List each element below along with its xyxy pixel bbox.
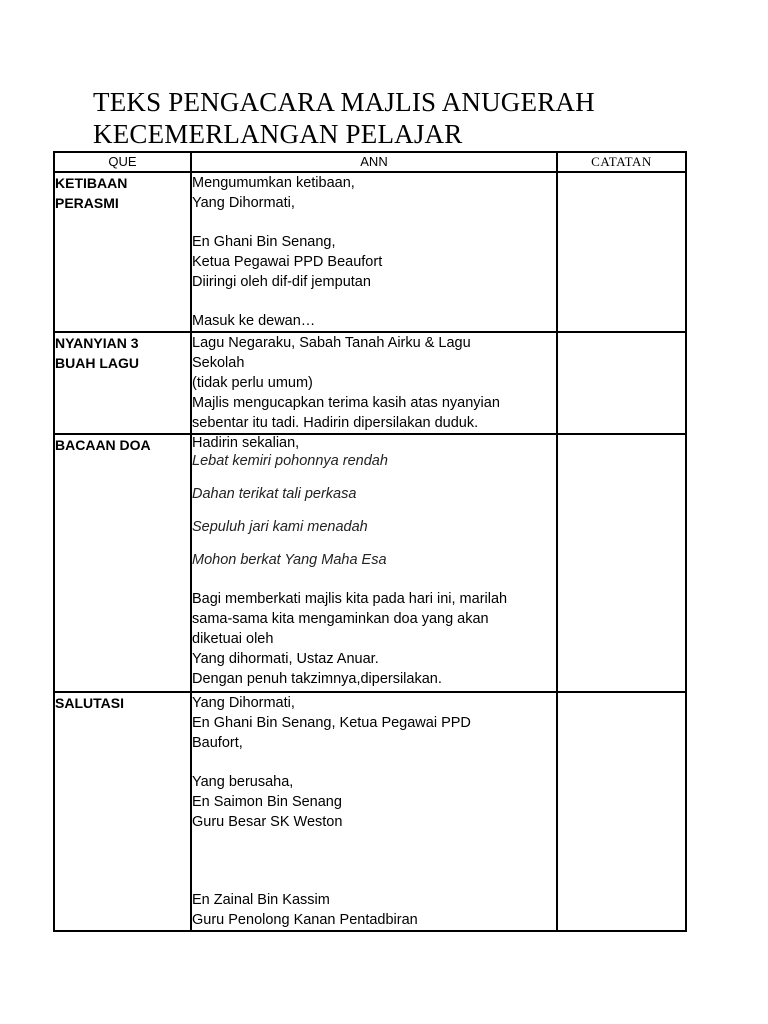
document-title xyxy=(93,86,713,150)
table-row xyxy=(54,332,686,434)
ann-line: Guru Penolong Kanan Pentadbiran xyxy=(192,912,418,928)
ann-line: Sekolah xyxy=(192,355,245,371)
ann-cell xyxy=(191,434,557,692)
ann-line: diketuai oleh xyxy=(192,631,274,647)
ann-line: En Saimon Bin Senang xyxy=(192,794,342,810)
table-row xyxy=(54,172,686,332)
catatan-cell xyxy=(557,692,686,931)
ann-line: Baufort, xyxy=(192,735,243,751)
table-row xyxy=(54,434,686,692)
ann-line: Yang Dihormati, xyxy=(192,695,295,711)
table-row xyxy=(54,692,686,931)
ann-line: Yang dihormati, Ustaz Anuar. xyxy=(192,651,379,667)
ann-line: Ketua Pegawai PPD Beaufort xyxy=(192,254,383,270)
ann-line: Majlis mengucapkan terima kasih atas nyanyian xyxy=(192,395,500,411)
ann-cell xyxy=(191,332,557,434)
que-cell xyxy=(54,434,191,692)
que-cell xyxy=(54,692,191,931)
ann-line: Yang Dihormati, xyxy=(192,195,295,211)
table-header-row xyxy=(54,152,686,172)
ann-line: Yang berusaha, xyxy=(192,774,294,790)
que-text: PERASMI xyxy=(55,195,119,211)
ann-line: sama-sama kita mengaminkan doa yang akan xyxy=(192,611,489,627)
ann-cell xyxy=(191,172,557,332)
que-text: BUAH LAGU xyxy=(55,355,139,371)
header-ann: ANN xyxy=(191,152,557,172)
title-line-1: TEKS PENGACARA MAJLIS ANUGERAH xyxy=(93,87,595,117)
header-que: QUE xyxy=(54,152,191,172)
que-text: NYANYIAN 3 xyxy=(55,335,139,351)
ann-line: Diiringi oleh dif-dif jemputan xyxy=(192,274,371,290)
catatan-cell xyxy=(557,172,686,332)
que-text: KETIBAAN xyxy=(55,175,128,191)
ann-line: Dengan penuh takzimnya,dipersilakan. xyxy=(192,671,442,687)
ann-line: Hadirin sekalian, xyxy=(192,435,300,451)
catatan-cell xyxy=(557,434,686,692)
que-cell xyxy=(54,172,191,332)
pantun-line: Lebat kemiri pohonnya rendah xyxy=(192,453,388,469)
ann-line: Bagi memberkati majlis kita pada hari ini, marilah xyxy=(192,591,508,607)
pantun-line: Sepuluh jari kami menadah xyxy=(192,519,368,535)
ann-line: Mengumumkan ketibaan, xyxy=(192,175,355,191)
ann-line: En Zainal Bin Kassim xyxy=(192,892,330,908)
ann-line: sebentar itu tadi. Hadirin dipersilakan duduk. xyxy=(192,415,479,431)
que-text: BACAAN DOA xyxy=(55,437,151,453)
ann-line: Masuk ke dewan… xyxy=(192,313,316,329)
header-catatan: CATATAN xyxy=(557,152,686,172)
catatan-cell xyxy=(557,332,686,434)
ann-cell xyxy=(191,692,557,931)
ann-line: (tidak perlu umum) xyxy=(192,375,313,391)
ann-line: En Ghani Bin Senang, xyxy=(192,234,336,250)
ann-line: Guru Besar SK Weston xyxy=(192,814,343,830)
ann-line: En Ghani Bin Senang, Ketua Pegawai PPD xyxy=(192,715,471,731)
que-text: SALUTASI xyxy=(55,695,124,711)
title-line-2: KECEMERLANGAN PELAJAR xyxy=(93,119,463,149)
que-cell xyxy=(54,332,191,434)
pantun-line: Dahan terikat tali perkasa xyxy=(192,486,357,502)
pantun-line: Mohon berkat Yang Maha Esa xyxy=(192,552,387,568)
ann-line: Lagu Negaraku, Sabah Tanah Airku & Lagu xyxy=(192,335,471,351)
program-table xyxy=(53,151,687,932)
